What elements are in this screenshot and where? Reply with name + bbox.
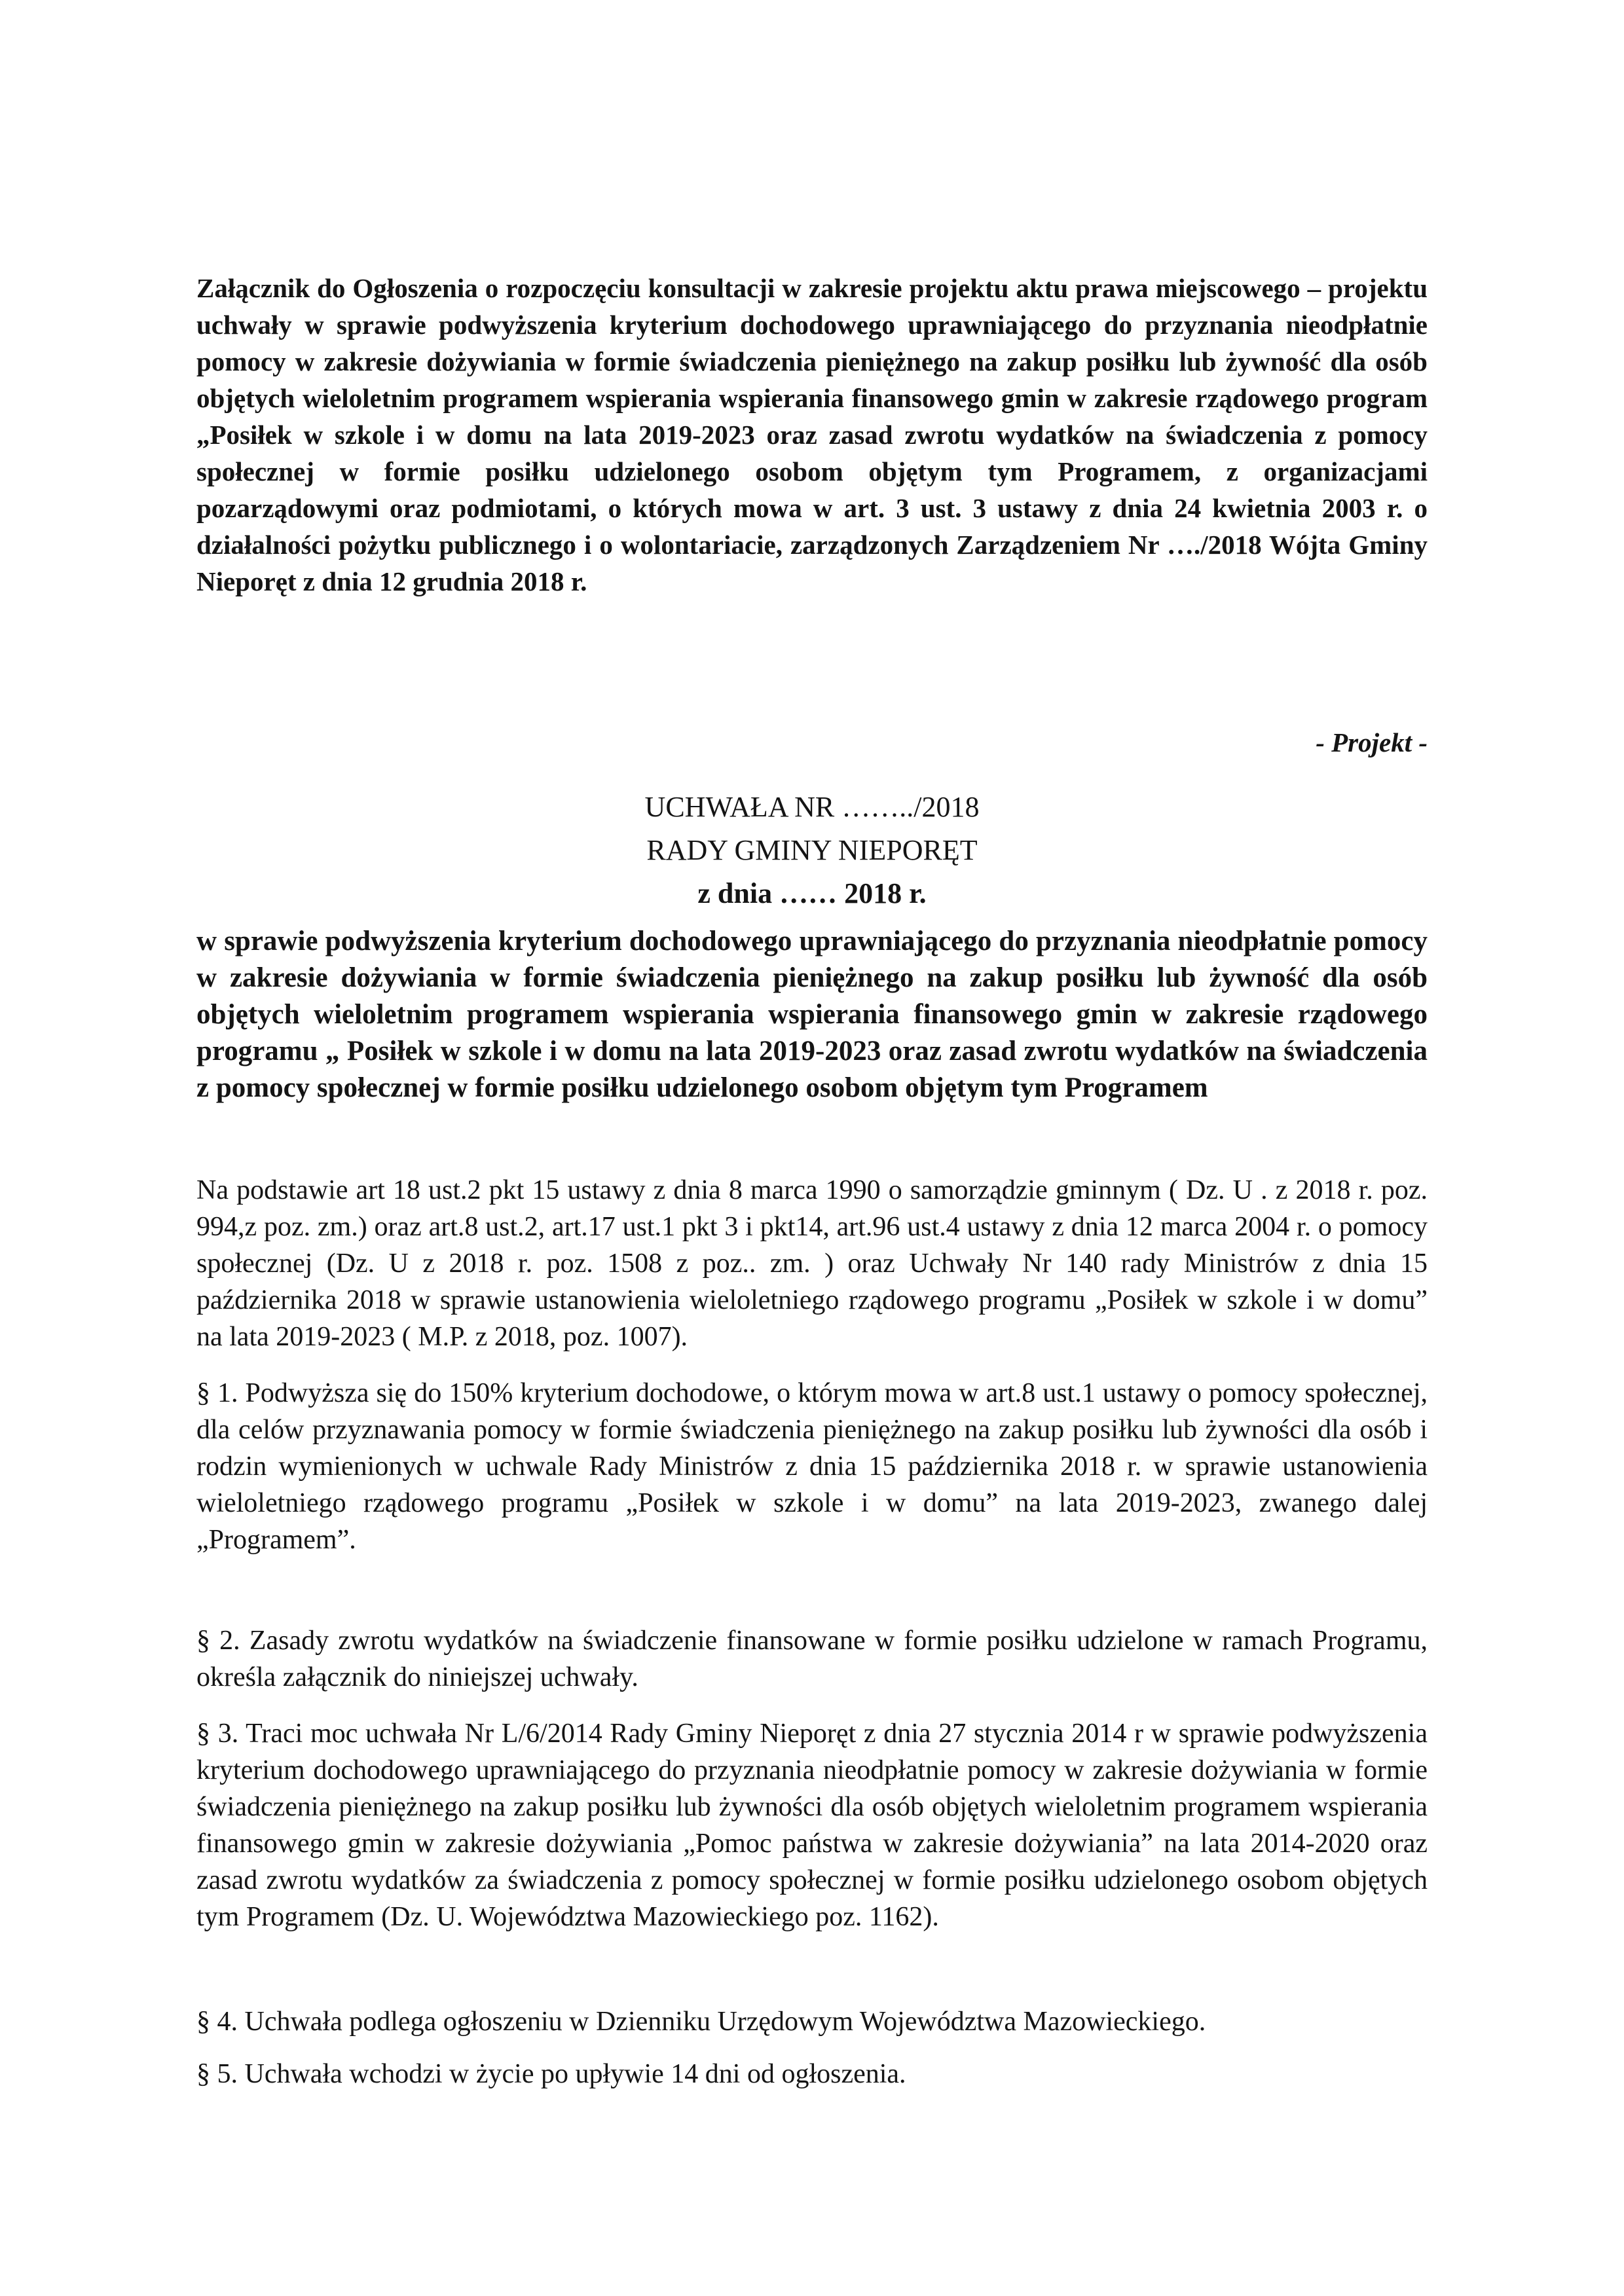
council-name: RADY GMINY NIEPORĘT [646, 834, 978, 866]
paragraph-4: § 4. Uchwała podlega ogłoszeniu w Dzienniku Urzędowym Województwa Mazowieckiego. [196, 2007, 1206, 2037]
legal-basis: Na podstawie art 18 ust.2 pkt 15 ustawy z dnia 8 marca 1990 o samorządzie gminnym ( Dz. U . z 2018 r. poz. 994,z poz. zm.) oraz art.8 ust.2, art.17 ust.1 pkt 3 i pkt14, art.96 ust.4 ustawy z dnia 12 marca 2004 r. o pomocy społecznej (Dz. U z 2018 r. poz. 1508 z poz.. zm. ) oraz Uchwały Nr 140 rady Ministrów z dnia 15 października 2018 w sprawie ustanowienia wieloletniego rządowego programu „Posiłek w szkole i w domu” na lata 2019-2023 ( M.P. z 2018, poz. 1007). [196, 1175, 1428, 1352]
paragraph-1: § 1. Podwyższa się do 150% kryterium dochodowe, o którym mowa w art.8 ust.1 ustawy o pomocy społecznej, dla celów przyznawania pomocy w formie świadczenia pieniężnego na zakup posiłku lub żywności dla osób i rodzin wymienionych w uchwale Rady Ministrów z dnia 15 października 2018 r. w sprawie ustanowienia wieloletniego rządowego programu „Posiłek w szkole i w domu” na lata 2019-2023, zwanego dalej „Programem”. [196, 1378, 1428, 1555]
draft-label: - Projekt - [1316, 727, 1428, 757]
attachment-header-note: Załącznik do Ogłoszenia o rozpoczęciu konsultacji w zakresie projektu aktu prawa miejscowego – projektu uchwały w sprawie podwyższenia kryterium dochodowego uprawniającego do przyznania nieodpłatnie pomocy w zakresie dożywiania w formie świadczenia pieniężnego na zakup posiłku lub żywność dla osób objętych wieloletnim programem wspierania wspierania finansowego gmin w zakresie rządowego program „Posiłek w szkole i w domu na lata 2019-2023 oraz zasad zwrotu wydatków na świadczenia z pomocy społecznej w formie posiłku udzielonego osobom objętym tym Programem, z organizacjami pozarządowymi oraz podmiotami, o których mowa w art. 3 ust. 3 ustawy z dnia 24 kwietnia 2003 r. o działalności pożytku publicznego i o wolontariacie, zarządzonych Zarządzeniem Nr …./2018 Wójta Gminy Nieporęt z dnia 12 grudnia 2018 r. [196, 273, 1428, 596]
resolution-subject: w sprawie podwyższenia kryterium dochodowego uprawniającego do przyznania nieodpłatnie pomocy w zakresie dożywiania w formie świadczenia pieniężnego na zakup posiłku lub żywność dla osób objętych wieloletnim programem wspierania wspierania finansowego gmin w zakresie rządowego programu „ Posiłek w szkole i w domu na lata 2019-2023 oraz zasad zwrotu wydatków na świadczenia z pomocy społecznej w formie posiłku udzielonego osobom objętym tym Programem [196, 926, 1428, 1103]
paragraph-3: § 3. Traci moc uchwała Nr L/6/2014 Rady Gminy Nieporęt z dnia 27 stycznia 2014 r w sprawie podwyższenia kryterium dochodowego uprawniającego do przyznania nieodpłatnie pomocy w zakresie dożywiania w formie świadczenia pieniężnego na zakup posiłku lub żywności dla osób objętych wieloletnim programem wspierania finansowego gmin w zakresie dożywiania „Pomoc państwa w zakresie dożywiania” na lata 2014-2020 oraz zasad zwrotu wydatków za świadczenia z pomocy społecznej w formie posiłku udzielonego osobom objętych tym Programem (Dz. U. Województwa Mazowieckiego poz. 1162). [196, 1719, 1428, 1932]
resolution-title-block [196, 786, 1428, 915]
paragraph-5: § 5. Uchwała wchodzi w życie po upływie 14 dni od ogłoszenia. [196, 2059, 906, 2089]
paragraph-2: § 2. Zasady zwrotu wydatków na świadczenie finansowane w formie posiłku udzielone w ramach Programu, określa załącznik do niniejszej uchwały. [196, 1626, 1428, 1692]
resolution-number: UCHWAŁA NR ……../2018 [644, 791, 980, 823]
resolution-date: z dnia …… 2018 r. [697, 877, 927, 909]
